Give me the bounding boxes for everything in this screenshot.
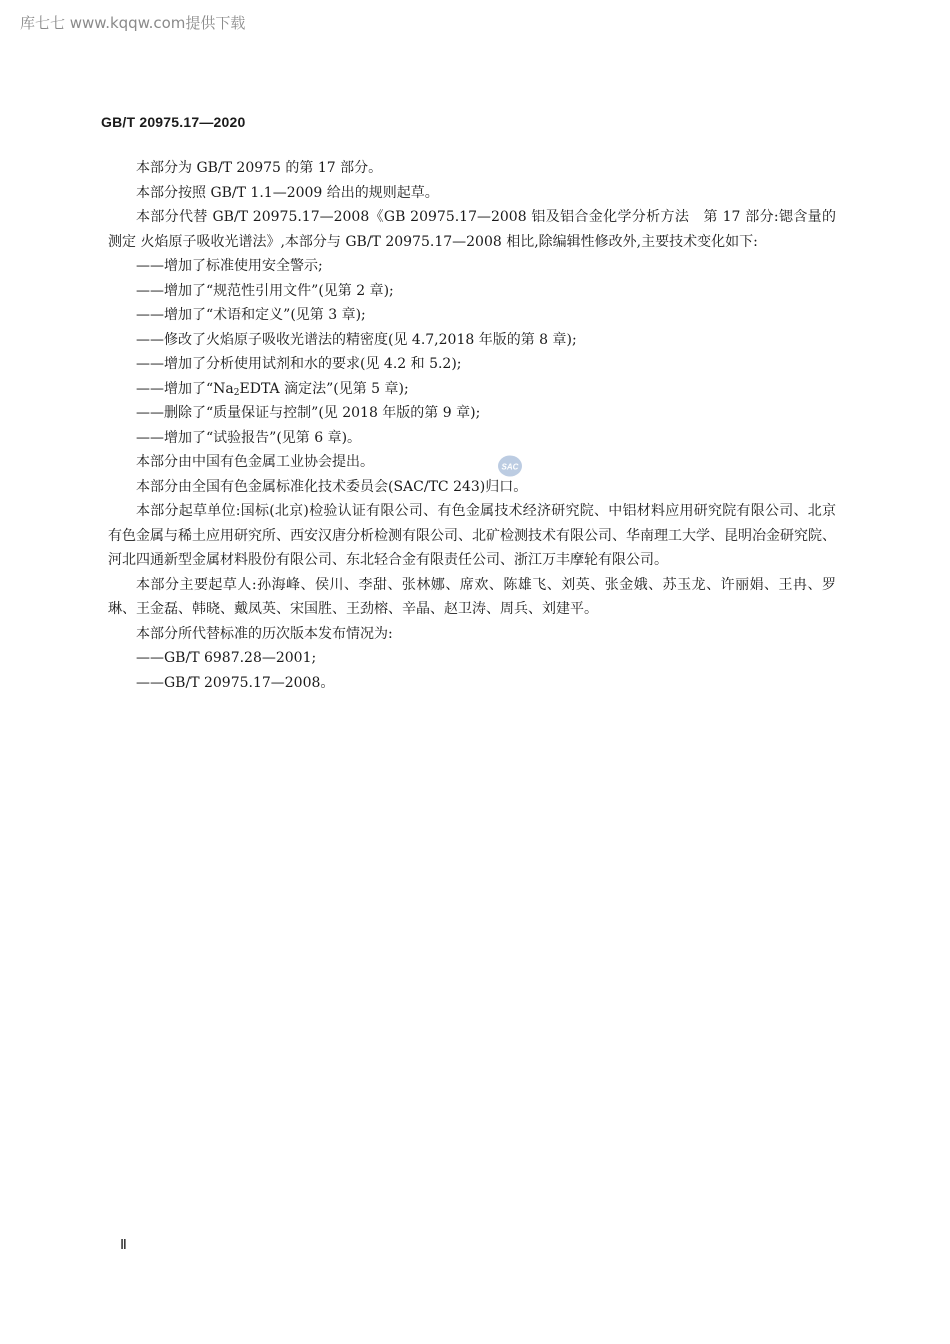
paragraph-drafting-units: 本部分起草单位:国标(北京)检验认证有限公司、有色金属技术经济研究院、中铝材料应用研究院有限公司、北京有色金属与稀土应用研究所、西安汉唐分析检测有限公司、北矿检测技术有限公司、华南理工大学、昆明冶金研究院、河北四通新型金属材料股份有限公司、东北轻合金有限责任公司、浙江万丰摩轮有限公司。 <box>108 503 836 568</box>
change-item-edta <box>108 377 836 402</box>
document-code: GB/T 20975.17—2020 <box>101 114 246 130</box>
paragraph-drafters: 本部分主要起草人:孙海峰、侯川、李甜、张林娜、席欢、陈雄飞、刘英、张金娥、苏玉龙、许丽娟、王冉、罗琳、王金磊、韩晓、戴凤英、宋国胜、王劲榕、辛晶、赵卫涛、周兵、刘建平。 <box>108 576 836 617</box>
change-item: ——增加了标准使用安全警示; <box>136 258 323 274</box>
edta-prefix: ——增加了“Na <box>136 380 234 397</box>
history-item: ——GB/T 6987.28—2001; <box>136 650 317 666</box>
paragraph-part-info: 本部分为 GB/T 20975 的第 17 部分。 <box>136 160 383 176</box>
paragraph-replacement: 本部分代替 GB/T 20975.17—2008《GB 20975.17—2008 铝及铝合金化学分析方法 第 17 部分:锶含量的测定 火焰原子吸收光谱法》,本部分与 GB/T 20975.17—2008 相比,除编辑性修改外,主要技术变化如下: <box>108 209 836 250</box>
change-item: ——增加了“规范性引用文件”(见第 2 章); <box>136 282 394 299</box>
paragraph-drafting-rules: 本部分按照 GB/T 1.1—2009 给出的规则起草。 <box>136 184 439 201</box>
change-item: ——增加了“试验报告”(见第 6 章)。 <box>136 429 362 446</box>
watermark-text: 库七七 www.kqqw.com提供下载 <box>20 14 246 32</box>
foreword-body <box>108 156 836 695</box>
sac-logo <box>497 454 523 478</box>
edta-suffix: EDTA 滴定法”(见第 5 章); <box>239 380 409 397</box>
edta-subscript: 2 <box>233 387 240 398</box>
page-number: Ⅱ <box>120 1238 127 1253</box>
change-item: ——删除了“质量保证与控制”(见 2018 年版的第 9 章); <box>136 405 481 421</box>
change-item: ——修改了火焰原子吸收光谱法的精密度(见 4.7,2018 年版的第 8 章); <box>136 331 577 348</box>
paragraph-proposer: 本部分由中国有色金属工业协会提出。 <box>136 454 374 470</box>
paragraph-history-intro: 本部分所代替标准的历次版本发布情况为: <box>136 625 393 642</box>
paragraph-committee: 本部分由全国有色金属标准化技术委员会(SAC/TC 243)归口。 <box>136 478 528 495</box>
history-item: ——GB/T 20975.17—2008。 <box>136 674 335 691</box>
change-item: ——增加了分析使用试剂和水的要求(见 4.2 和 5.2); <box>136 356 462 372</box>
change-item: ——增加了“术语和定义”(见第 3 章); <box>136 307 366 323</box>
sac-logo-text: SAC <box>501 462 519 472</box>
